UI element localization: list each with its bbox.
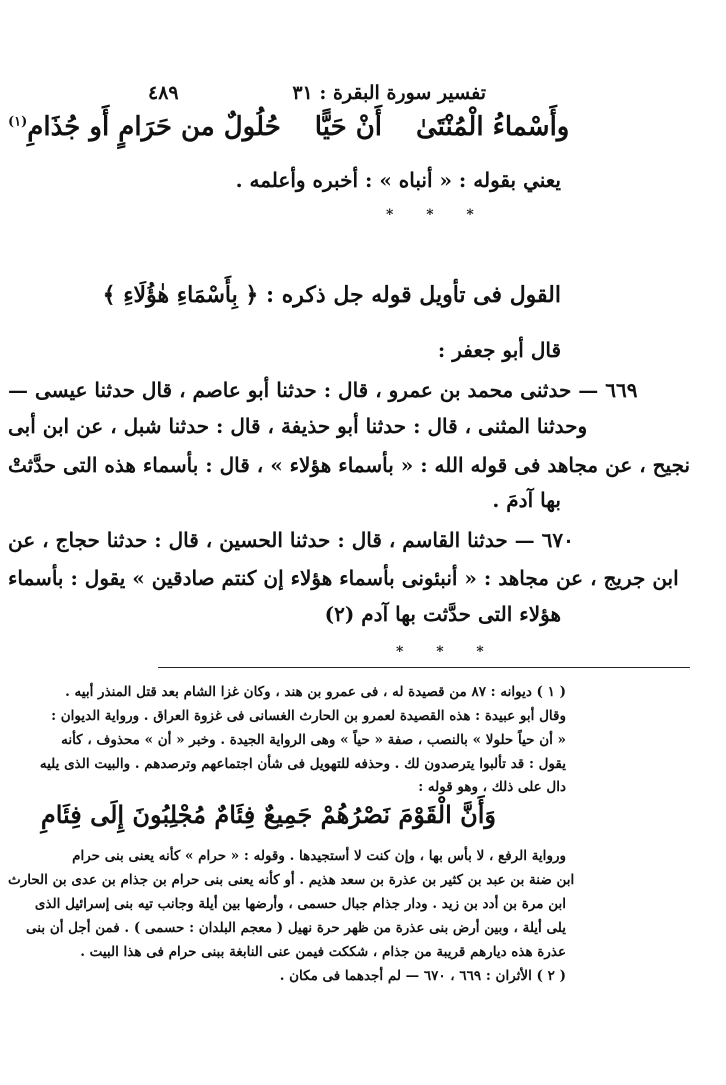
footnote-verse: وَأَنَّ الْقَوْمَ نَصْرُهُمْ جَمِيعٌ فِئَامٌ مُجْلِبُونَ إِلَى فِئَامِ — [40, 800, 496, 829]
paragraph-669-line-2: وحدثنا المثنى ، قال : حدثنا أبو حذيفة ، قال : حدثنا شبل ، عن ابن أبى — [8, 414, 588, 438]
paragraph-670-line-1: ٦٧٠ — حدثنا القاسم ، قال : حدثنا الحسين ، قال : حدثنا حجاج ، عن — [8, 528, 574, 552]
footnote-line: يلى أيلة ، وبين أرض بنى عذرة من ظهر حرة نهيل ( معجم البلدان : حسمى ) . فمن أجل أن بنى — [26, 920, 566, 936]
section-heading: القول فى تأويل قوله جل ذكره : ﴿ بِأَسْمَاءِ هٰؤُلَاءِ ﴾ — [102, 282, 561, 308]
footnote-line: ( ٢ ) الأثران : ٦٦٩ ، ٦٧٠ — لم أجدهما فى مكان . — [279, 968, 566, 984]
paragraph-670-line-3: هؤلاء التى حدَّثت بها آدم (٢) — [324, 602, 561, 626]
paragraph-669-line-4: بها آدمَ . — [492, 488, 561, 512]
footnote-divider — [158, 667, 690, 668]
footnote-line: عذرة هذه ديارهم قريبة من جذام ، شككت فيمن عنى النابغة ببنى حرام فى هذا البيت . — [80, 944, 566, 960]
verse-hemistich-1: وأَسْماءُ الْمُنْتَىٰ — [416, 112, 570, 142]
footnote-line: يقول : قد تألبوا يترصدون لك . وحذفه للتهويل فى شأن اجتماعهم وترصدهم . والبيت الذى يليه — [39, 756, 566, 772]
paragraph-670-line-2: ابن جريج ، عن مجاهد : « أنبئونى بأسماء هؤلاء إن كنتم صادقين » يقول : بأسماء — [8, 566, 679, 590]
footnote-line: « أن حياً حلولا » بالنصب ، صفة « حياً » وهى الرواية الجيدة . وخبر « أن » محذوف ، كأنه — [61, 732, 566, 748]
footnote-marker-1: (١) — [8, 114, 28, 130]
section-separator: * * * — [386, 207, 488, 223]
footnote-line: وقال أبو عبيدة : هذه القصيدة لعمرو بن الحارث الغسانى فى غزوة العراق . ورواية الديوان : — [51, 708, 566, 724]
footnote-line: ابن ضنة بن عبد بن كثير بن عذرة بن سعد هذيم . أو كأنه يعنى بنى حرام بن جذام بن عدى بن الحارث — [8, 872, 575, 888]
intro-line: قال أبو جعفر : — [437, 338, 561, 362]
verse-hemistich-2: أَنْ حَيًّا — [314, 112, 383, 142]
verse-gloss: يعني بقوله : « أنباه » : أخبره وأعلمه . — [235, 168, 561, 192]
footnote-line: ورواية الرفع ، لا بأس بها ، وإن كنت لا أستجيدها . وقوله : « حرام » كأنه يعنى بنى حرام — [72, 848, 566, 864]
footnote-line: ابن مرة بن أدد بن زيد . ودار جذام جبال حسمى ، وأرضها بين أيلة وجانب تيه بنى إسرائيل الذى — [34, 896, 566, 912]
footnote-line: ( ١ ) ديوانه : ٨٧ من قصيدة له ، فى عمرو بن هند ، وكان غزا الشام بعد قتل المنذر أبيه . — [65, 684, 566, 700]
verse-hemistich-3: حُلُولٌ من حَرَامٍ أَو جُذَامِ — [27, 112, 281, 142]
running-header-title: تفسير سورة البقرة : ٣١ — [292, 82, 486, 104]
footnote-line: دال على ذلك ، وهو قوله : — [418, 779, 566, 795]
page-number: ٤٨٩ — [148, 82, 179, 104]
paragraph-669-line-1: ٦٦٩ — حدثنى محمد بن عمرو ، قال : حدثنا أبو عاصم ، قال حدثنا عيسى — — [8, 378, 638, 402]
section-separator: * * * — [396, 644, 498, 660]
poem-verse — [8, 112, 569, 142]
paragraph-669-line-3: نجيح ، عن مجاهد فى قوله الله : « بأسماء هؤلاء » ، قال : بأسماء هذه التى حدَّثتْ — [8, 453, 691, 477]
